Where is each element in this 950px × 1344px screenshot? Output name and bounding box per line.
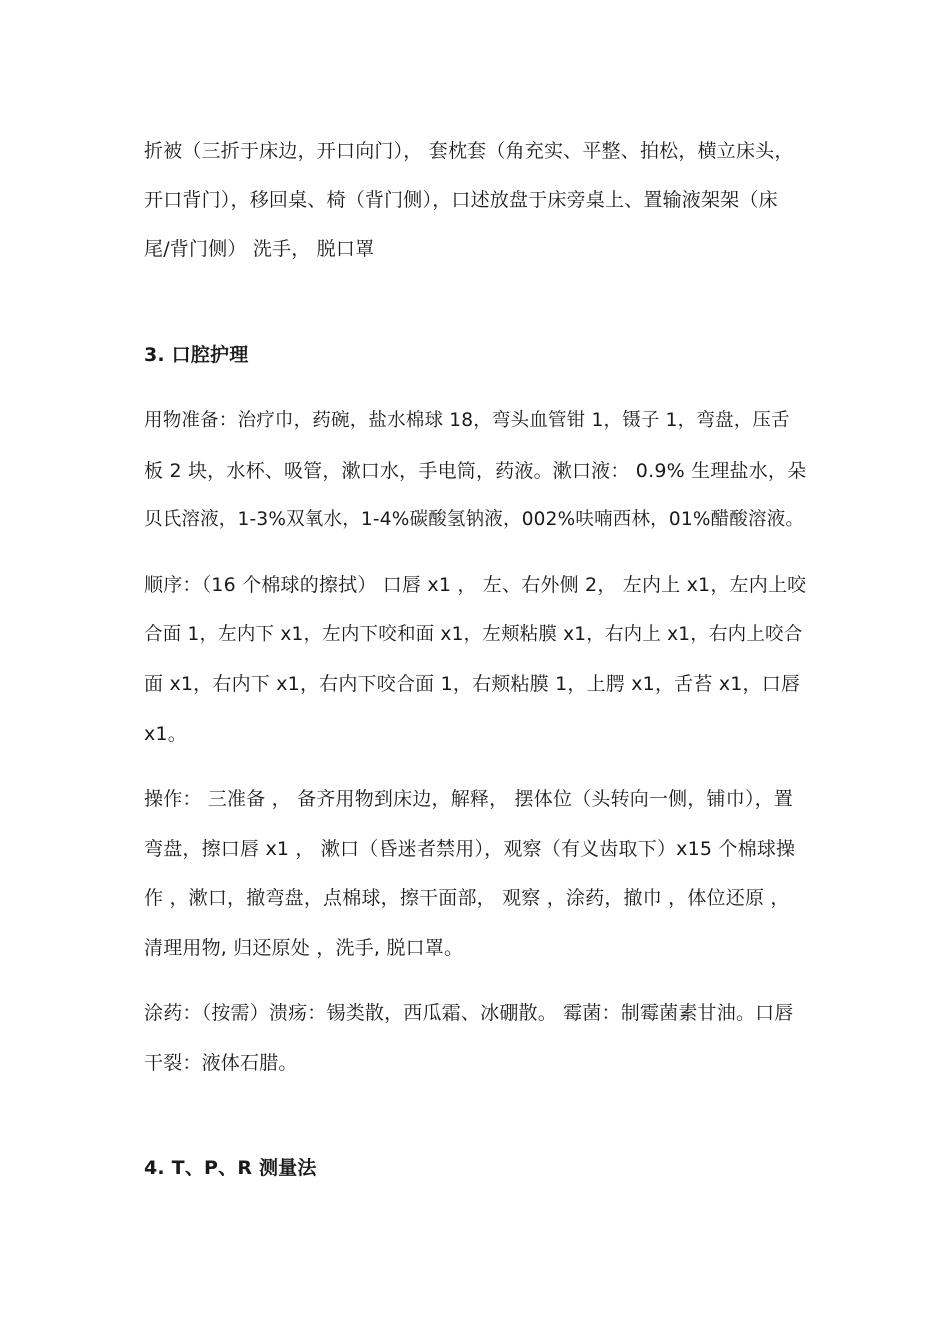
paragraph-line: 折被（三折于床边，开口向门）， 套枕套（角充实、平整、拍松，横立床头， xyxy=(144,140,794,162)
paragraph-line: 清理用物, 归还原处 ，洗手, 脱口罩。 xyxy=(144,937,464,959)
paragraph-line: 弯盘，擦口唇 x1 ， 漱口（昏迷者禁用），观察（有义齿取下）x15 个棉球操 xyxy=(144,838,796,860)
paragraph-line: x1。 xyxy=(144,723,187,745)
paragraph-line: 板 2 块，水杯、吸管，漱口水，手电筒，药液。漱口液： 0.9% 生理盐水，朵 xyxy=(144,460,807,482)
paragraph-line: 贝氏溶液，1-3%双氧水，1-4%碳酸氢钠液，002%呋喃西林，01%醋酸溶液。 xyxy=(144,509,805,530)
paragraph-line: 合面 1，左内下 x1，左内下咬和面 x1，左颊粘膜 x1，右内上 x1，右内上咬合 xyxy=(144,624,803,645)
paragraph-line: 干裂：液体石腊。 xyxy=(144,1052,298,1074)
paragraph-line: 尾/背门侧） 洗手， 脱口罩 xyxy=(144,238,375,260)
paragraph-line: 用物准备：治疗巾，药碗，盐水棉球 18，弯头血管钳 1，镊子 1，弯盘，压舌 xyxy=(144,410,790,431)
paragraph-line: 开口背门），移回桌、椅（背门侧），口述放盘于床旁桌上、置输液架架（床 xyxy=(144,189,778,211)
section-heading: 4. T、P、R 测量法 xyxy=(144,1157,317,1179)
paragraph-line: 操作： 三准备 ， 备齐用物到床边，解释， 摆体位（头转向一侧，铺巾），置 xyxy=(144,788,794,810)
paragraph-line: 作 ，漱口，撤弯盘，点棉球，擦干面部， 观察 ，涂药，撤巾 ，体位还原 ， xyxy=(144,887,790,909)
paragraph-line: 涂药：（按需）溃疡：锡类散，西瓜霜、冰硼散。 霉菌：制霉菌素甘油。口唇 xyxy=(144,1002,794,1024)
paragraph-line: 顺序：（16 个棉球的擦拭） 口唇 x1 ， 左、右外侧 2， 左内上 x1，左内上咬 xyxy=(144,574,807,596)
paragraph-line: 面 x1，右内下 x1，右内下咬合面 1，右颊粘膜 1，上腭 x1，舌苔 x1，口唇 xyxy=(144,673,801,695)
section-heading: 3. 口腔护理 xyxy=(144,344,249,366)
